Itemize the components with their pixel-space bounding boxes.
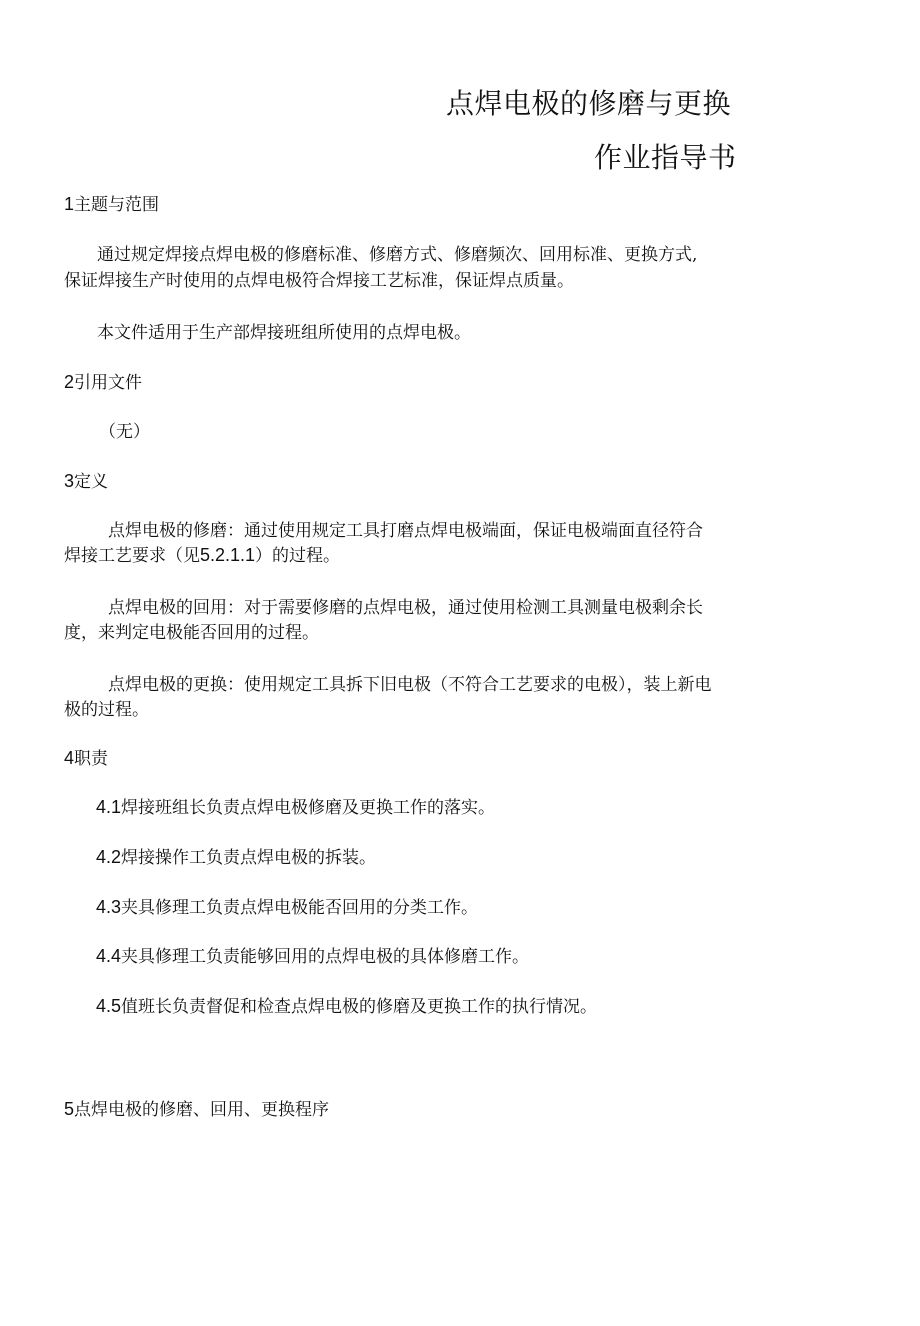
responsibility-item: 4.1焊接班组长负责点焊电极修磨及更换工作的落实。 — [96, 797, 496, 818]
section-1-paragraph-1-line2: 保证焊接生产时使用的点焊电极符合焊接工艺标准，保证焊点质量。 — [64, 271, 574, 291]
responsibility-item: 4.5值班长负责督促和检查点焊电极的修磨及更换工作的执行情况。 — [96, 996, 598, 1017]
responsibility-item: 4.2焊接操作工负责点焊电极的拆装。 — [96, 847, 377, 868]
section-title: 主题与范围 — [74, 195, 160, 215]
section-number: 2 — [64, 372, 75, 392]
responsibility-item: 4.4夹具修理工负责能够回用的点焊电极的具体修磨工作。 — [96, 946, 530, 967]
definition-replacement-line2: 极的过程。 — [64, 700, 149, 720]
section-number: 1 — [64, 194, 75, 214]
responsibility-item: 4.3夹具修理工负责点焊电极能否回用的分类工作。 — [96, 897, 479, 918]
section-number: 4 — [64, 748, 75, 768]
definition-grinding-line2: 焊接工艺要求（见5.2.1.1）的过程。 — [64, 545, 341, 566]
section-2-heading — [64, 368, 142, 393]
section-1-paragraph-2: 本文件适用于生产部焊接班组所使用的点焊电极。 — [97, 323, 471, 343]
reference-clause: 5.2.1.1 — [200, 545, 256, 565]
definition-reuse-line2: 度，来判定电极能否回用的过程。 — [64, 623, 319, 643]
definition-reuse-line1: 点焊电极的回用：对于需要修磨的点焊电极，通过使用检测工具测量电极剩余长 — [108, 598, 703, 618]
section-3-heading — [64, 467, 108, 492]
section-title: 职责 — [74, 749, 109, 769]
section-1-heading — [64, 190, 159, 215]
definition-replacement-line1: 点焊电极的更换：使用规定工具拆下旧电极（不符合工艺要求的电极），装上新电 — [108, 675, 712, 695]
section-4-heading — [64, 744, 108, 769]
section-title: 定义 — [74, 472, 109, 492]
definition-grinding-line1: 点焊电极的修磨：通过使用规定工具打磨点焊电极端面，保证电极端面直径符合 — [108, 521, 703, 541]
section-number: 3 — [64, 471, 75, 491]
section-number: 5 — [64, 1099, 75, 1119]
section-2-paragraph: （无） — [99, 422, 150, 442]
section-1-paragraph-1-line1: 通过规定焊接点焊电极的修磨标准、修磨方式、修磨频次、回用标准、更换方式, — [97, 245, 698, 265]
section-title: 点焊电极的修磨、回用、更换程序 — [74, 1100, 330, 1120]
section-5-heading — [64, 1095, 329, 1120]
document-title-line1: 点焊电极的修磨与更换 — [446, 87, 732, 120]
section-title: 引用文件 — [74, 373, 143, 393]
document-title-line2: 作业指导书 — [594, 141, 737, 174]
